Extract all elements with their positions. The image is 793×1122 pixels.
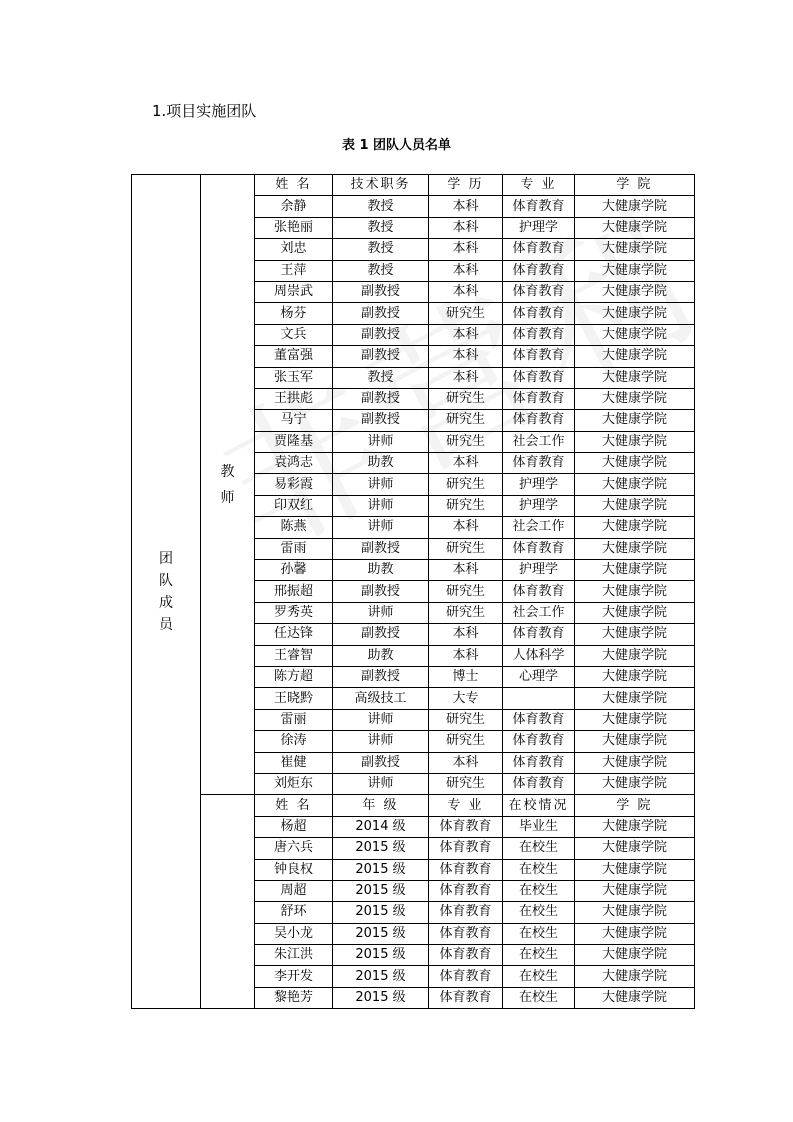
table-cell: 护理学 [503,560,575,581]
table-cell: 社会工作 [503,602,575,623]
table-cell: 人体科学 [503,645,575,666]
table-cell: 舒环 [255,902,333,923]
table-cell: 大专 [429,688,503,709]
table-cell: 讲师 [333,773,429,794]
table-cell: 在校生 [503,880,575,901]
table-cell: 大健康学院 [575,324,695,345]
table-header-cell: 学 历 [429,175,503,196]
table-cell: 周超 [255,880,333,901]
table-cell: 副教授 [333,410,429,431]
table-header-cell: 学 院 [575,795,695,816]
table-cell: 护理学 [503,474,575,495]
table-cell: 本科 [429,367,503,388]
table-cell: 教授 [333,367,429,388]
table-cell: 大健康学院 [575,495,695,516]
table-cell: 研究生 [429,709,503,730]
table-cell: 毕业生 [503,816,575,837]
table-cell: 易彩霞 [255,474,333,495]
table-cell: 大健康学院 [575,346,695,367]
table-cell: 王睿智 [255,645,333,666]
team-roster-table [131,174,695,1009]
table-cell: 研究生 [429,538,503,559]
table-cell: 助教 [333,453,429,474]
table-cell: 刘炬东 [255,773,333,794]
table-cell: 王拱彪 [255,388,333,409]
table-header-cell: 学 院 [575,175,695,196]
table-cell: 大健康学院 [575,987,695,1008]
table-cell: 2015 级 [333,923,429,944]
table-cell: 副教授 [333,346,429,367]
table-cell: 体育教育 [429,966,503,987]
table-cell: 印双红 [255,495,333,516]
table-header-cell: 年 级 [333,795,429,816]
table-cell: 2015 级 [333,838,429,859]
table-cell: 本科 [429,260,503,281]
table-cell: 体育教育 [503,731,575,752]
table-cell: 体育教育 [503,260,575,281]
table-cell: 在校生 [503,945,575,966]
table-cell: 大健康学院 [575,902,695,923]
table-cell: 钟良权 [255,859,333,880]
table-cell: 教授 [333,217,429,238]
table-cell: 副教授 [333,666,429,687]
table-cell: 护理学 [503,217,575,238]
table-cell: 体育教育 [503,624,575,645]
table-cell: 体育教育 [429,945,503,966]
table-cell: 研究生 [429,495,503,516]
table-cell: 大健康学院 [575,666,695,687]
table-cell: 研究生 [429,474,503,495]
table-cell: 讲师 [333,474,429,495]
table-cell: 张玉军 [255,367,333,388]
table-cell: 讲师 [333,495,429,516]
table-cell: 助教 [333,645,429,666]
table-cell: 大健康学院 [575,752,695,773]
table-cell: 刘忠 [255,239,333,260]
section-heading: 1.项目实施团队 [152,102,257,120]
table-cell: 本科 [429,453,503,474]
table-cell: 大健康学院 [575,731,695,752]
table-cell: 大健康学院 [575,453,695,474]
table-cell: 体育教育 [503,581,575,602]
table-cell: 本科 [429,752,503,773]
table-cell: 体育教育 [503,709,575,730]
table-cell: 在校生 [503,966,575,987]
table-cell: 2015 级 [333,987,429,1008]
table-cell: 研究生 [429,602,503,623]
table-cell: 任达锋 [255,624,333,645]
table-cell: 大健康学院 [575,923,695,944]
table-cell: 体育教育 [503,773,575,794]
table-cell: 大健康学院 [575,581,695,602]
table-cell: 教授 [333,260,429,281]
table-cell: 陈燕 [255,517,333,538]
table-cell: 大健康学院 [575,624,695,645]
table-cell: 大健康学院 [575,645,695,666]
table-cell: 王萍 [255,260,333,281]
table-cell: 大健康学院 [575,410,695,431]
table-cell: 本科 [429,645,503,666]
table-cell: 副教授 [333,303,429,324]
table-cell: 副教授 [333,281,429,302]
table-cell: 杨芬 [255,303,333,324]
table-cell: 研究生 [429,388,503,409]
table-cell: 2014 级 [333,816,429,837]
table-cell: 周崇武 [255,281,333,302]
table-cell: 大健康学院 [575,816,695,837]
table-cell: 体育教育 [503,281,575,302]
table-cell [503,688,575,709]
table-cell: 高级技工 [333,688,429,709]
table-cell: 大健康学院 [575,602,695,623]
table-cell: 副教授 [333,388,429,409]
table-cell: 副教授 [333,752,429,773]
table-cell: 余静 [255,196,333,217]
table-cell: 社会工作 [503,517,575,538]
table-cell: 大健康学院 [575,474,695,495]
table-cell: 体育教育 [503,367,575,388]
table-caption: 表 1 团队人员名单 [341,138,452,153]
table-cell: 王晓黔 [255,688,333,709]
table-cell: 大健康学院 [575,945,695,966]
table-cell: 黎艳芳 [255,987,333,1008]
table-cell: 在校生 [503,902,575,923]
table-cell: 大健康学院 [575,431,695,452]
table-cell: 大健康学院 [575,239,695,260]
team-members-label: 团队成员 [132,175,201,1009]
table-cell: 本科 [429,324,503,345]
table-header-cell: 姓 名 [255,795,333,816]
table-cell: 体育教育 [503,752,575,773]
table-cell: 体育教育 [503,453,575,474]
table-cell: 副教授 [333,324,429,345]
table-cell: 大健康学院 [575,688,695,709]
table-cell: 体育教育 [429,923,503,944]
table-cell: 体育教育 [429,816,503,837]
table-cell: 研究生 [429,410,503,431]
table-cell: 大健康学院 [575,966,695,987]
table-cell: 文兵 [255,324,333,345]
table-cell: 马宁 [255,410,333,431]
table-cell: 体育教育 [503,239,575,260]
table-cell: 袁鸿志 [255,453,333,474]
table-cell: 大健康学院 [575,773,695,794]
table-cell: 本科 [429,346,503,367]
table-cell: 研究生 [429,731,503,752]
table-cell: 董富强 [255,346,333,367]
table-header-cell: 技术职务 [333,175,429,196]
table-cell: 2015 级 [333,966,429,987]
table-cell: 本科 [429,281,503,302]
table-cell: 体育教育 [503,388,575,409]
table-cell: 体育教育 [503,346,575,367]
table-cell: 心理学 [503,666,575,687]
table-cell: 大健康学院 [575,517,695,538]
table-cell: 2015 级 [333,880,429,901]
table-cell: 陈方超 [255,666,333,687]
table-cell: 体育教育 [503,196,575,217]
table-cell: 体育教育 [503,538,575,559]
table-cell: 在校生 [503,987,575,1008]
table-cell: 研究生 [429,773,503,794]
table-cell: 大健康学院 [575,281,695,302]
table-cell: 体育教育 [429,902,503,923]
table-row [132,795,695,816]
table-cell: 副教授 [333,624,429,645]
table-header-cell: 专 业 [503,175,575,196]
table-cell: 邢振超 [255,581,333,602]
table-cell: 体育教育 [429,838,503,859]
table-cell: 吴小龙 [255,923,333,944]
table-cell: 大健康学院 [575,303,695,324]
table-cell: 体育教育 [503,324,575,345]
table-cell: 副教授 [333,538,429,559]
table-cell: 讲师 [333,731,429,752]
table-cell: 大健康学院 [575,388,695,409]
table-cell: 体育教育 [429,880,503,901]
table-cell: 雷丽 [255,709,333,730]
table-cell: 社会工作 [503,431,575,452]
table-row [132,175,695,196]
table-cell: 体育教育 [429,987,503,1008]
table-cell: 2015 级 [333,859,429,880]
table-cell: 李开发 [255,966,333,987]
table-cell: 徐涛 [255,731,333,752]
table-cell: 大健康学院 [575,260,695,281]
table-cell: 大健康学院 [575,196,695,217]
table-cell: 本科 [429,239,503,260]
table-header-cell: 专 业 [429,795,503,816]
table-cell: 2015 级 [333,902,429,923]
table-cell: 张艳丽 [255,217,333,238]
table-cell: 本科 [429,624,503,645]
table-cell: 朱江洪 [255,945,333,966]
table-cell: 雷雨 [255,538,333,559]
table-cell: 大健康学院 [575,859,695,880]
table-cell: 副教授 [333,581,429,602]
table-cell: 罗秀英 [255,602,333,623]
table-cell: 贾隆基 [255,431,333,452]
table-cell: 大健康学院 [575,367,695,388]
student-group-cell [201,795,255,1009]
table-cell: 研究生 [429,431,503,452]
table-cell: 大健康学院 [575,217,695,238]
table-cell: 研究生 [429,581,503,602]
table-cell: 大健康学院 [575,538,695,559]
table-cell: 教授 [333,196,429,217]
table-cell: 本科 [429,517,503,538]
table-cell: 大健康学院 [575,560,695,581]
table-cell: 体育教育 [503,410,575,431]
table-cell: 唐六兵 [255,838,333,859]
table-cell: 讲师 [333,602,429,623]
table-cell: 教授 [333,239,429,260]
table-cell: 大健康学院 [575,838,695,859]
table-cell: 本科 [429,217,503,238]
table-cell: 本科 [429,196,503,217]
table-cell: 孙馨 [255,560,333,581]
table-cell: 研究生 [429,303,503,324]
table-header-cell: 在校情况 [503,795,575,816]
table-cell: 大健康学院 [575,880,695,901]
table-cell: 讲师 [333,709,429,730]
table-cell: 讲师 [333,517,429,538]
table-cell: 杨超 [255,816,333,837]
table-header-cell: 姓 名 [255,175,333,196]
table-cell: 在校生 [503,923,575,944]
table-cell: 2015 级 [333,945,429,966]
table-cell: 讲师 [333,431,429,452]
table-cell: 大健康学院 [575,709,695,730]
table-cell: 本科 [429,560,503,581]
table-cell: 崔健 [255,752,333,773]
table-cell: 博士 [429,666,503,687]
table-cell: 体育教育 [503,303,575,324]
table-cell: 助教 [333,560,429,581]
table-cell: 护理学 [503,495,575,516]
table-cell: 在校生 [503,859,575,880]
table-cell: 体育教育 [429,859,503,880]
table-cell: 在校生 [503,838,575,859]
teacher-label: 教师 [201,175,255,795]
